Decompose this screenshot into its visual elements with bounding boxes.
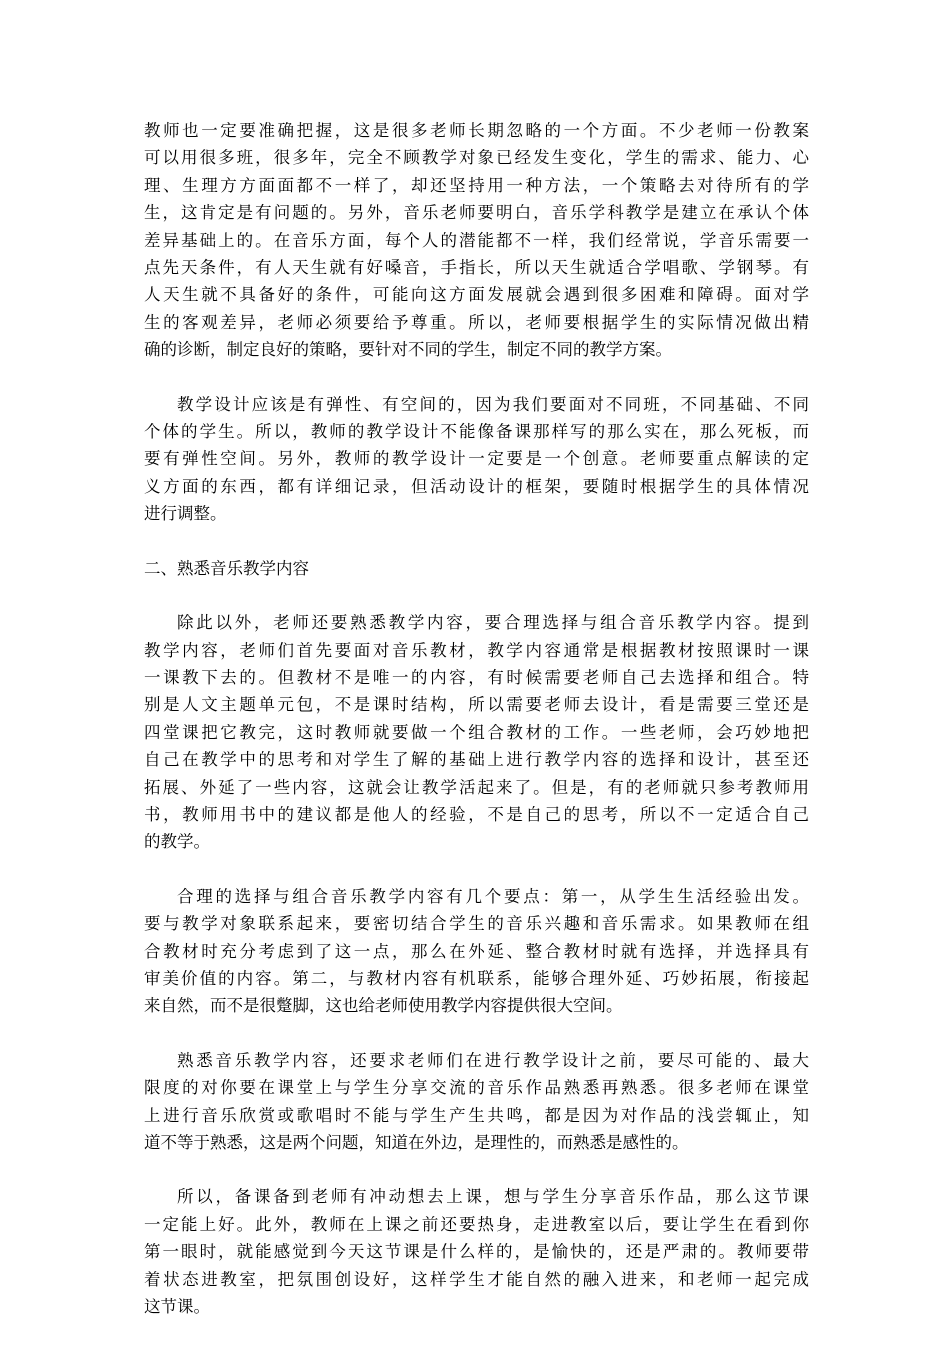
text-line: 二、熟悉音乐教学内容 [144, 558, 309, 578]
text-line: 教学内容，老师们首先要面对音乐教材，教学内容通常是根据教材按照课时一课 [144, 640, 809, 660]
text-line: 上进行音乐欣赏或歌唱时不能与学生产生共鸣，都是因为对作品的浅尝辄止，知 [144, 1105, 809, 1125]
text-line: 一课教下去的。但教材不是唯一的内容，有时候需要老师自己去选择和组合。特 [144, 667, 809, 687]
paragraph [144, 117, 809, 364]
text-line: 第一眼时，就能感觉到今天这节课是什么样的，是愉快的，还是严肃的。教师要带 [144, 1242, 809, 1262]
text-line: 理、生理方方面面都不一样了，却还坚持用一种方法，一个策略去对待所有的学 [144, 175, 809, 195]
text-line: 熟悉音乐教学内容，还要求老师们在进行教学设计之前，要尽可能的、最大 [177, 1050, 809, 1070]
paragraph [144, 609, 809, 856]
text-line: 进行调整。 [144, 504, 227, 524]
text-line: 自己在教学中的思考和对学生了解的基础上进行教学内容的选择和设计，甚至还 [144, 750, 809, 770]
text-line: 来自然，而不是很蹩脚，这也给老师使用教学内容提供很大空间。 [144, 996, 623, 1016]
text-line: 除此以外，老师还要熟悉教学内容，要合理选择与组合音乐教学内容。提到 [177, 613, 809, 633]
text-line: 生，这肯定是有问题的。另外，音乐老师要明白，音乐学科教学是建立在承认个体 [144, 203, 809, 223]
paragraph [144, 883, 809, 1020]
text-line: 所以，备课备到老师有冲动想去上课，想与学生分享音乐作品，那么这节课 [177, 1187, 809, 1207]
text-line: 教师也一定要准确把握，这是很多老师长期忽略的一个方面。不少老师一份教案 [144, 121, 809, 140]
text-line: 人天生就不具备好的条件，可能向这方面发展就会遇到很多困难和障碍。面对学 [144, 285, 809, 305]
text-line: 生的客观差异，老师必须要给予尊重。所以，老师要根据学生的实际情况做出精 [144, 312, 809, 332]
document-body [144, 117, 809, 1347]
paragraph [144, 1183, 809, 1320]
text-line: 个体的学生。所以，教师的教学设计不能像备课那样写的那么实在，那么死板，而 [144, 422, 809, 442]
text-line: 点先天条件，有人天生就有好嗓音，手指长，所以天生就适合学唱歌、学钢琴。有 [144, 258, 809, 278]
text-line: 义方面的东西，都有详细记录，但活动设计的框架，要随时根据学生的具体情况 [144, 476, 809, 496]
text-line: 要与教学对象联系起来，要密切结合学生的音乐兴趣和音乐需求。如果教师在组 [144, 914, 809, 934]
text-line: 审美价值的内容。第二，与教材内容有机联系，能够合理外延、巧妙拓展，衔接起 [144, 968, 809, 988]
text-line: 合教材时充分考虑到了这一点，那么在外延、整合教材时就有选择，并选择具有 [144, 941, 809, 961]
text-line: 四堂课把它教完，这时教师就要做一个组合教材的工作。一些老师，会巧妙地把 [144, 722, 809, 742]
paragraph [144, 391, 809, 528]
text-line: 这节课。 [144, 1297, 210, 1317]
paragraph [144, 1047, 809, 1157]
text-line: 别是人文主题单元包，不是课时结构，所以需要老师去设计，看是需要三堂还是 [144, 695, 809, 715]
text-line: 可以用很多班，很多年，完全不顾教学对象已经发生变化，学生的需求、能力、心 [144, 148, 809, 168]
text-line: 限度的对你要在课堂上与学生分享交流的音乐作品熟悉再熟悉。很多老师在课堂 [144, 1078, 809, 1098]
text-line: 教学设计应该是有弹性、有空间的，因为我们要面对不同班，不同基础、不同 [177, 394, 809, 414]
text-line: 道不等于熟悉，这是两个问题，知道在外边，是理性的，而熟悉是感性的。 [144, 1133, 689, 1152]
text-line: 差异基础上的。在音乐方面，每个人的潜能都不一样，我们经常说，学音乐需要一 [144, 230, 809, 250]
text-line: 确的诊断，制定良好的策略，要针对不同的学生，制定不同的教学方案。 [144, 340, 672, 360]
text-line: 拓展、外延了一些内容，这就会让教学活起来了。但是，有的老师就只参考教师用 [144, 777, 809, 797]
text-line: 一定能上好。此外，教师在上课之前还要热身，走进教室以后，要让学生在看到你 [144, 1214, 809, 1234]
text-line: 书，教师用书中的建议都是他人的经验，不是自己的思考，所以不一定适合自己 [144, 804, 809, 824]
text-line: 的教学。 [144, 832, 210, 852]
section-heading [144, 555, 809, 582]
text-line: 合理的选择与组合音乐教学内容有几个要点：第一，从学生生活经验出发。 [177, 886, 809, 906]
text-line: 要有弹性空间。另外，教师的教学设计一定要是一个创意。老师要重点解读的定 [144, 449, 809, 469]
text-line: 着状态进教室，把氛围创设好，这样学生才能自然的融入进来，和老师一起完成 [144, 1269, 809, 1289]
